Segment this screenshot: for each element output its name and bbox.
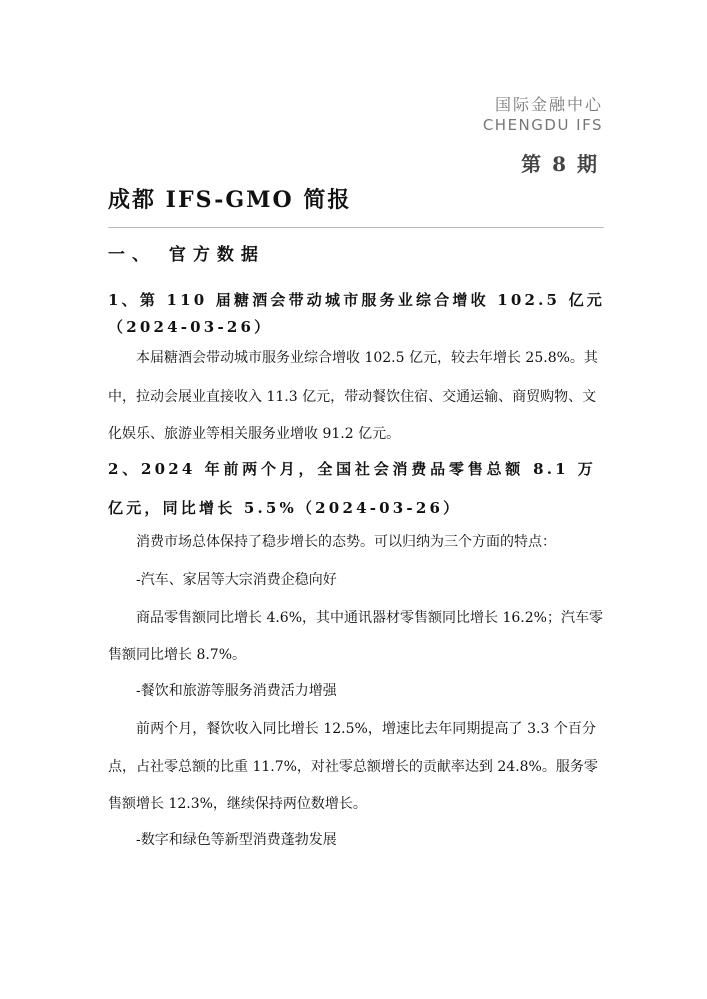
item-2-intro: 消费市场总体保持了稳步增长的态势。可以归纳为三个方面的特点：	[136, 534, 556, 550]
item-2-subheading-2: -餐饮和旅游等服务消费活力增强	[136, 683, 337, 699]
item-1-paragraph-line: 中，拉动会展业直接收入 11.3 亿元，带动餐饮住宿、交通运输、商贸购物、文	[108, 389, 597, 405]
item-1-paragraph-line: 化娱乐、旅游业等相关服务业增收 91.2 亿元。	[108, 426, 401, 442]
logo-english: CHENGDU IFS	[482, 116, 603, 134]
divider	[108, 227, 604, 228]
document-title: 成都 IFS-GMO 简报	[108, 187, 352, 213]
item-2-paragraph-line: 商品零售额同比增长 4.6%，其中通讯器材零售额同比增长 16.2%；汽车零	[136, 610, 603, 626]
item-2-paragraph-line: 点，占社零总额的比重 11.7%，对社零总额增长的贡献率达到 24.8%。服务零	[108, 759, 598, 775]
logo-chinese: 国际金融中心	[494, 95, 603, 114]
section-heading: 一、 官方数据	[108, 245, 265, 265]
item-2-paragraph-line: 售额增长 12.3%，继续保持两位数增长。	[108, 796, 367, 812]
item-2-paragraph-line: 前两个月，餐饮收入同比增长 12.5%，增速比去年同期提高了 3.3 个百分	[136, 721, 596, 737]
item-2-subheading-3: -数字和绿色等新型消费蓬勃发展	[136, 832, 337, 848]
item-2-subheading-1: -汽车、家居等大宗消费企稳向好	[136, 572, 337, 588]
item-1-paragraph-line: 本届糖酒会带动城市服务业综合增收 102.5 亿元，较去年增长 25.8%。其	[136, 350, 598, 366]
item-1-heading-date: （2024-03-26）	[108, 318, 273, 336]
issue-number: 第 8 期	[521, 152, 599, 176]
item-2-paragraph-line: 售额同比增长 8.7%。	[108, 647, 247, 663]
item-2-heading: 2、2024 年前两个月，全国社会消费品零售总额 8.1 万	[108, 460, 596, 478]
item-1-heading: 1、第 110 届糖酒会带动城市服务业综合增收 102.5 亿元	[108, 291, 606, 309]
item-2-heading-line2: 亿元，同比增长 5.5%（2024-03-26）	[108, 499, 462, 517]
